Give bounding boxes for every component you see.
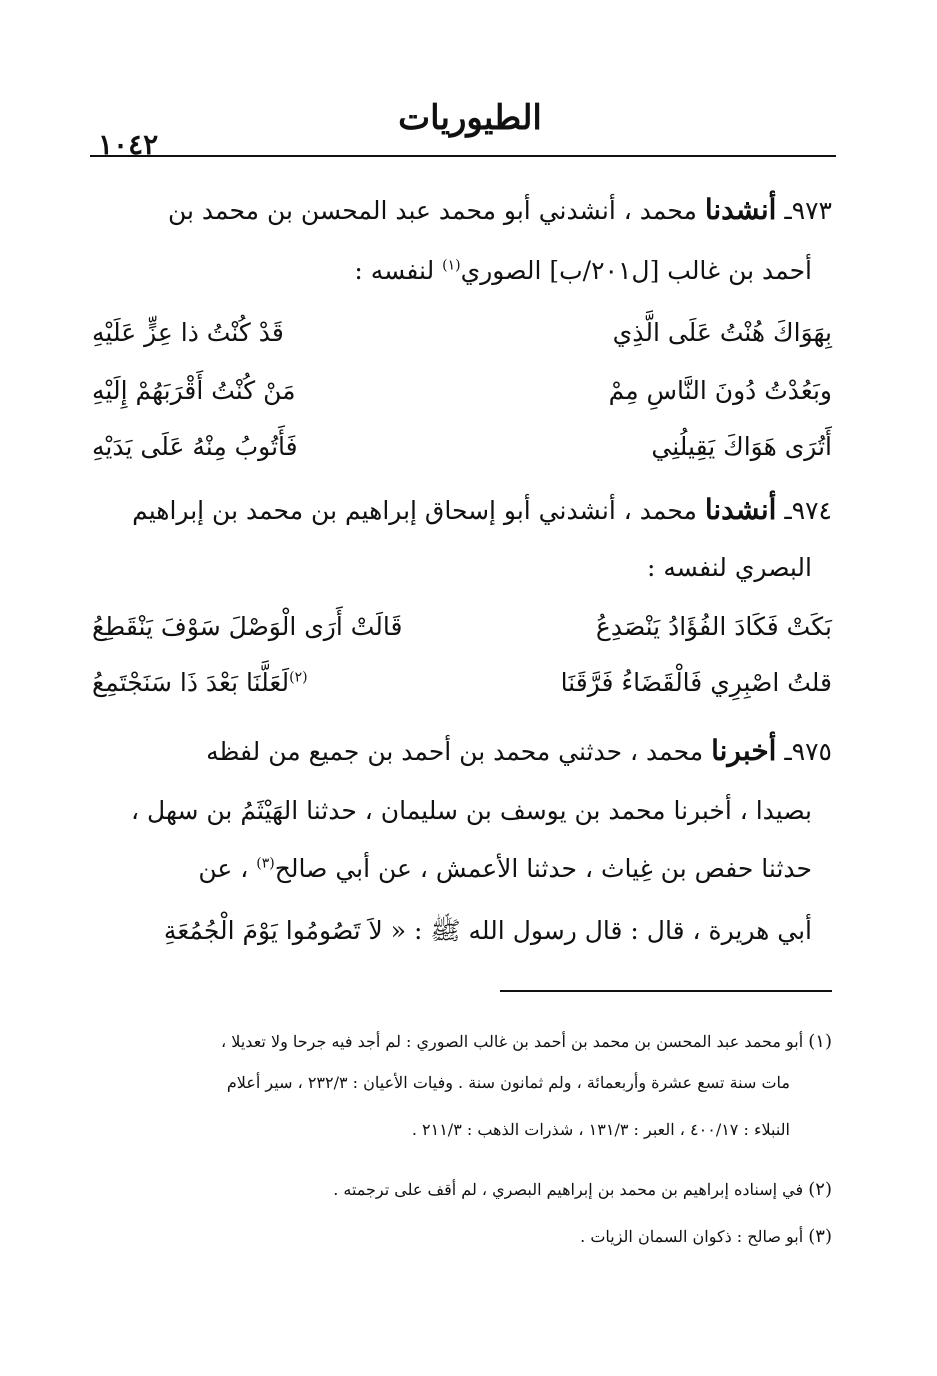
entry-text: محمد ، حدثني محمد بن أحمد بن جميع من لفظه xyxy=(206,737,704,766)
footnote-text: أبو محمد عبد المحسن بن محمد بن أحمد بن غالب الصوري : لم أجد فيه جرحا ولا تعديلا ، xyxy=(221,1032,804,1051)
entry-lead-word: أنشدنا xyxy=(704,193,777,226)
verse-first-hemistich: أَتُرَى هَوَاكَ يَقِيلُنِي xyxy=(651,432,832,461)
entry-975-line-3 xyxy=(92,853,812,884)
verse-first-hemistich: قلتُ اصْبِرِي فَالْقَضَاءُ فَرَّقَنَا xyxy=(560,668,832,697)
entry-lead-word: أنشدنا xyxy=(704,493,777,526)
footnote-1-line-3: النبلاء : ٤٠٠/١٧ ، العبر : ١٣١/٣ ، شذرات الذهب : ٢١١/٣ . xyxy=(411,1120,790,1139)
entry-number: ٩٧٥ـ xyxy=(784,737,832,766)
header-rule xyxy=(90,155,836,157)
entry-text: حدثنا حفص بن غِياث ، حدثنا الأعمش ، عن أبي صالح xyxy=(274,854,812,883)
footnote-ref: (٣) xyxy=(256,855,275,872)
entry-text: محمد ، أنشدني أبو محمد عبد المحسن بن محمد بن xyxy=(167,196,697,225)
entry-975-line-2: بصيدا ، أخبرنا محمد بن يوسف بن سليمان ، حدثنا الهَيْثَمُ بن سهل ، xyxy=(131,796,812,825)
verse-second-hemistich xyxy=(92,668,308,697)
entry-974-line-2: البصري لنفسه : xyxy=(647,553,812,582)
verse-second-hemistich: قَدْ كُنْتُ ذا عِزٍّ عَلَيْهِ xyxy=(92,318,284,347)
verse-second-hemistich: مَنْ كُنْتُ أَقْرَبَهُمْ إِلَيْهِ xyxy=(92,376,296,405)
footnote-1 xyxy=(90,1030,832,1053)
footnote-number: (١) xyxy=(808,1031,832,1052)
footnote-rule xyxy=(500,990,832,992)
verse-first-hemistich: بِهَوَاكَ هُنْتُ عَلَى الَّذِي xyxy=(612,318,832,347)
entry-text: أحمد بن غالب [ل٢٠١/ب] الصوري xyxy=(460,256,812,285)
entry-975-line-4: أبي هريرة ، قال : قال رسول الله ﷺ : « لاَ تَصُومُوا يَوْمَ الْجُمُعَةِ xyxy=(163,916,812,945)
verse-line xyxy=(92,432,832,472)
entry-973-line-1 xyxy=(92,192,832,227)
verse-line xyxy=(92,612,832,652)
footnote-text: أبو صالح : ذكوان السمان الزيات . xyxy=(580,1227,804,1246)
verse-first-hemistich: وبَعُدْتُ دُونَ النَّاسِ مِمْ xyxy=(608,376,832,405)
entry-973-line-2 xyxy=(92,255,812,286)
entry-lead-word: أخبرنا xyxy=(711,734,777,767)
entry-text: لنفسه : xyxy=(354,256,443,285)
entry-974-line-1 xyxy=(92,492,832,527)
entry-number: ٩٧٤ـ xyxy=(784,496,832,525)
verse-second-hemistich-text: لَعَلَّنَا بَعْدَ ذَا سَنَجْتَمِعُ xyxy=(92,668,290,697)
entry-number: ٩٧٣ـ xyxy=(784,196,832,225)
footnote-3 xyxy=(90,1225,832,1248)
verse-second-hemistich: قَالَتْ أَرَى الْوَصْلَ سَوْفَ يَنْقَطِعُ xyxy=(92,612,403,641)
verse-line xyxy=(92,318,832,358)
verse-line xyxy=(92,376,832,416)
verse-second-hemistich: فَأَتُوبُ مِنْهُ عَلَى يَدَيْهِ xyxy=(92,432,298,461)
entry-975-line-1 xyxy=(92,733,832,768)
page-number: ١٠٤٢ xyxy=(98,128,159,161)
footnote-2 xyxy=(90,1178,832,1201)
footnote-ref: (٢) xyxy=(289,669,308,686)
entry-text: محمد ، أنشدني أبو إسحاق إبراهيم بن محمد بن إبراهيم xyxy=(132,496,697,525)
verse-line xyxy=(92,668,832,708)
running-title: الطيوريات xyxy=(398,98,542,138)
footnote-ref: (١) xyxy=(442,257,461,274)
entry-text: ، عن xyxy=(198,854,257,883)
footnote-1-line-2: مات سنة تسع عشرة وأربعمائة ، ولم ثمانون سنة . وفيات الأعيان : ٢٣٢/٣ ، سير أعلام xyxy=(226,1073,790,1092)
footnote-text: في إسناده إبراهيم بن محمد بن إبراهيم البصري ، لم أقف على ترجمته . xyxy=(333,1180,804,1199)
footnote-number: (٣) xyxy=(808,1226,832,1247)
verse-first-hemistich: بَكَتْ فَكَادَ الفُؤَادُ يَنْصَدِعُ xyxy=(595,612,832,641)
footnote-number: (٢) xyxy=(808,1179,832,1200)
